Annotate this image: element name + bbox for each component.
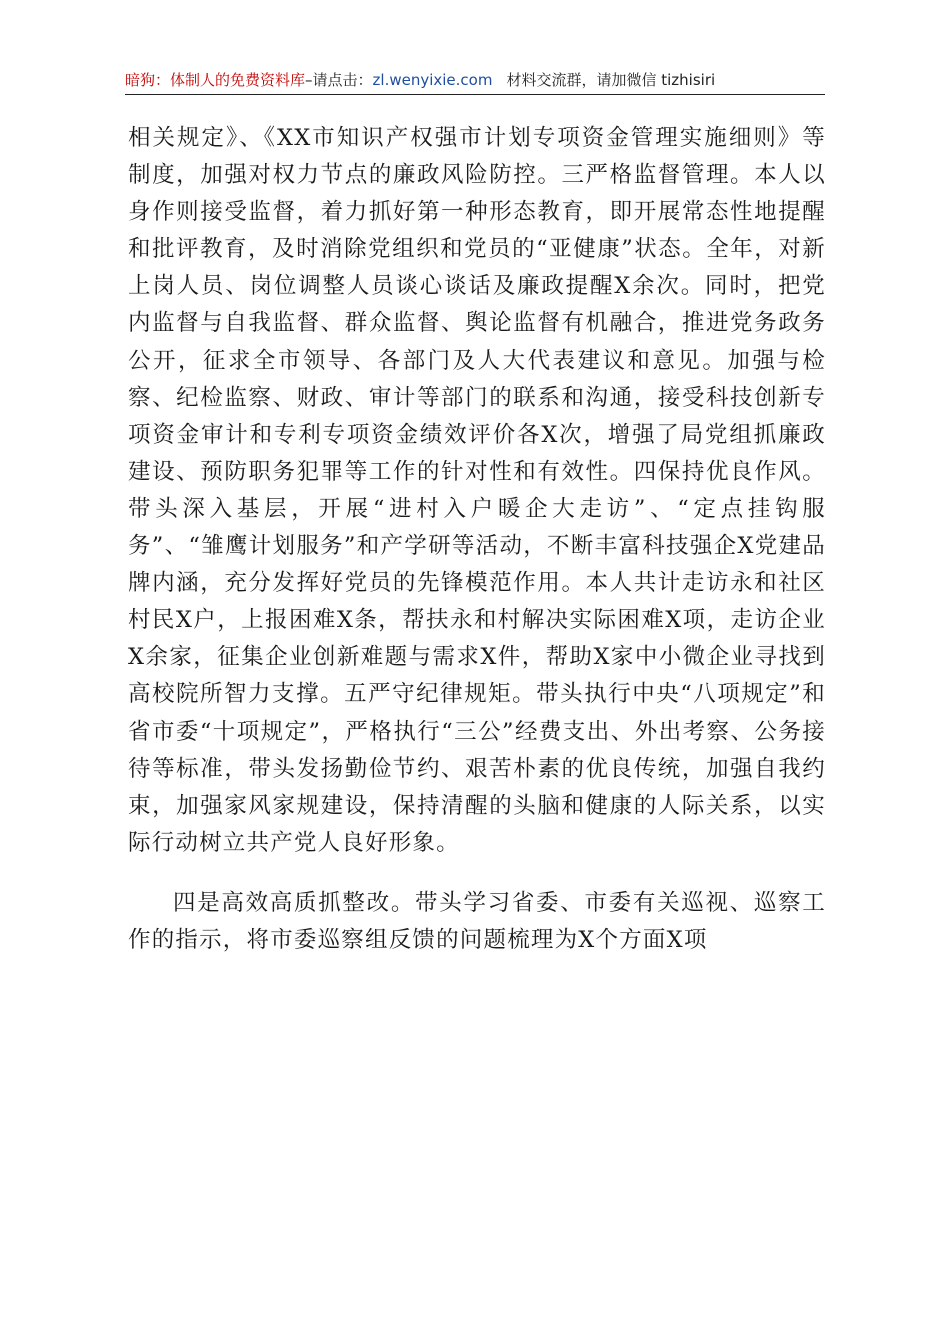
body-paragraph-2: 四是高效高质抓整改。带头学习省委、市委有关巡视、巡察工作的指示，将市委巡察组反馈的问题梳理为X个方面X项 [128,889,826,953]
header-url-link[interactable]: zl.wenyixie.com [372,71,493,89]
header-brand: 暗狗：体制人的免费资料库 [125,71,306,89]
header-group-note: 材料交流群，请加微信 tizhisiri [506,71,716,89]
header-prompt: –请点击： [305,71,373,89]
page-header [125,66,825,94]
body-paragraph-1: 相关规定》、《XX市知识产权强市计划专项资金管理实施细则》等制度，加强对权力节点的廉政风险防控。三严格监督管理。本人以身作则接受监督，着力抓好第一种形态教育，即开展常态性地提醒和批评教育，及时消除党组织和党员的“亚健康”状态。全年，对新上岗人员、岗位调整人员谈心谈话及廉政提醒X余次。同时，把党内监督与自我监督、群众监督、舆论监督有机融合，推进党务政务公开，征求全市领导、各部门及人大代表建议和意见。加强与检察、纪检监察、财政、审计等部门的联系和沟通，接受科技创新专项资金审计和专利专项资金绩效评价各X次，增强了局党组抓廉政建设、预防职务犯罪等工作的针对性和有效性。四保持优良作风。带头深入基层，开展“进村入户暖企大走访”、“定点挂钩服务”、“雏鹰计划服务”和产学研等活动，不断丰富科技强企X党建品牌内涵，充分发挥好党员的先锋模范作用。本人共计走访永和社区村民X户，上报困难X条，帮扶永和村解决实际困难X项，走访企业X余家，征集企业创新难题与需求X件，帮助X家中小微企业寻找到高校院所智力支撑。五严守纪律规矩。带头执行中央“八项规定”和省市委“十项规定”，严格执行“三公”经费支出、外出考察、公务接待等标准，带头发扬勤俭节约、艰苦朴素的优良传统，加强自我约束，加强家风家规建设，保持清醒的头脑和健康的人际关系，以实际行动树立共产党人良好形象。 [128,125,826,856]
header-divider [125,94,825,95]
paragraph-spacer [128,862,826,885]
document-body [128,120,826,959]
